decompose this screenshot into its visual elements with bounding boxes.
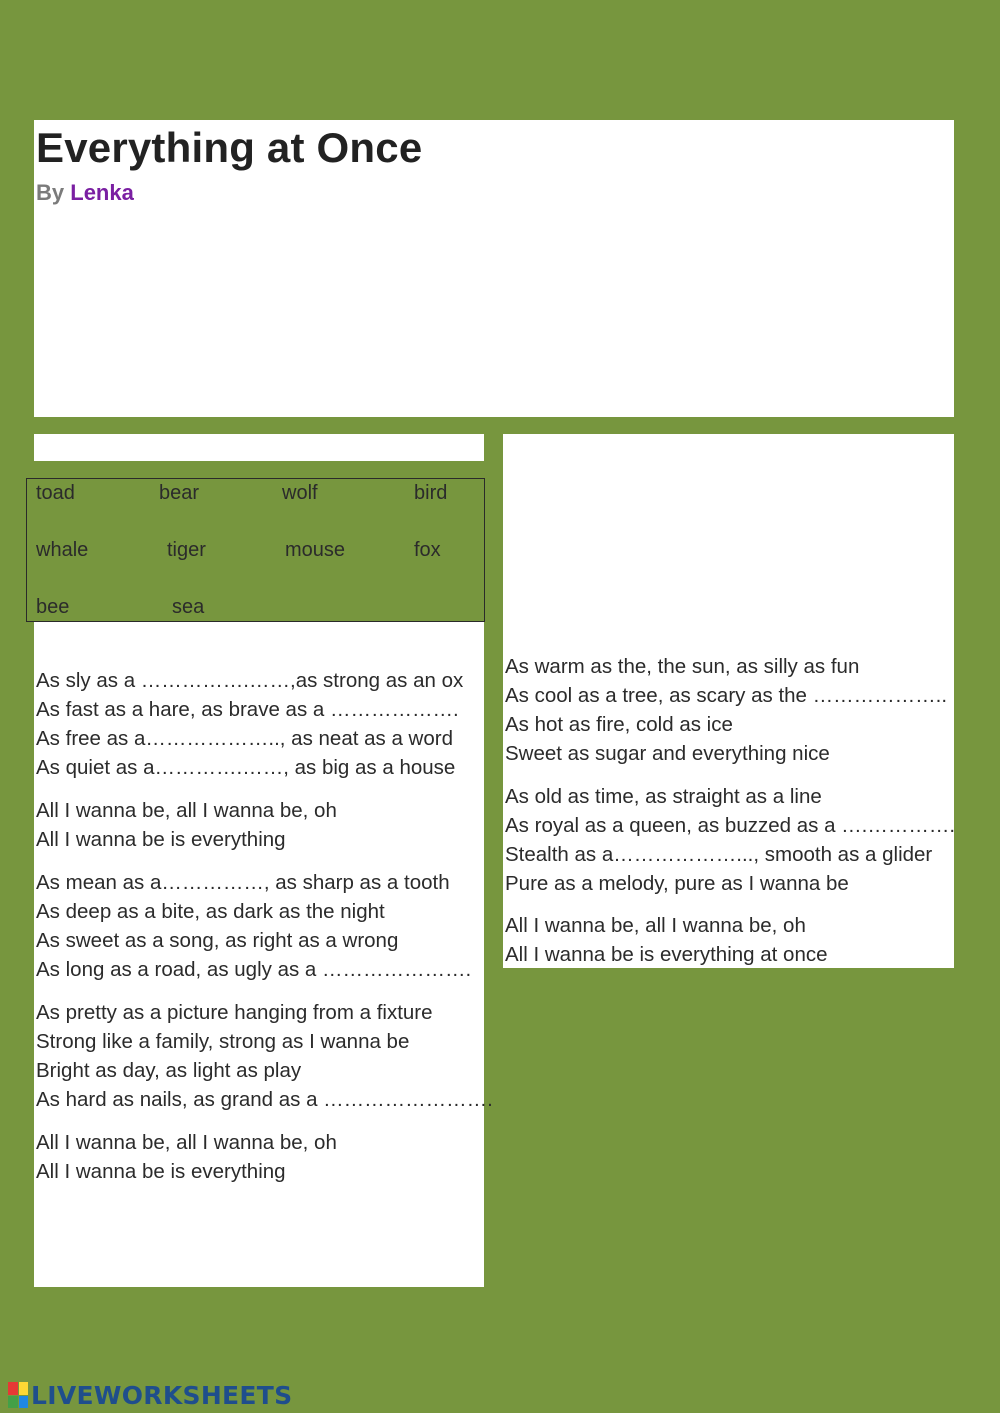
lyric-line: As free as a……………….., as neat as a word <box>36 727 453 750</box>
lyric-line: Sweet as sugar and everything nice <box>505 742 830 765</box>
chorus <box>36 1128 337 1186</box>
word-bank-item: bear <box>159 482 200 504</box>
lyric-line: All I wanna be, all I wanna be, oh <box>36 1131 337 1154</box>
word-bank-item: tiger <box>167 539 206 561</box>
liveworksheets-logo[interactable] <box>8 1380 292 1410</box>
lyric-line: Stealth as a………………..., smooth as a glider <box>505 843 933 866</box>
stanza <box>36 868 471 984</box>
word-bank-item: sea <box>172 596 205 618</box>
word-bank <box>26 478 485 622</box>
lyric-line: All I wanna be is everything at once <box>505 943 828 966</box>
word-bank-item: mouse <box>285 539 346 561</box>
word-bank-item: wolf <box>282 482 318 504</box>
lyric-line: As royal as a queen, as buzzed as a ….…………. <box>505 814 956 837</box>
word-bank-item: bird <box>414 482 448 504</box>
lyric-line: All I wanna be, all I wanna be, oh <box>505 914 806 937</box>
lyric-line: As fast as a hare, as brave as a ………………. <box>36 698 459 721</box>
stanza <box>505 782 955 898</box>
lyric-line: As mean as a……………, as sharp as a tooth <box>36 871 450 894</box>
title-panel <box>34 120 954 417</box>
artist-name: Lenka <box>70 180 134 205</box>
lyric-line: All I wanna be is everything <box>36 828 286 851</box>
word-bank-item: fox <box>414 539 441 561</box>
lyric-line: As hot as fire, cold as ice <box>505 713 733 736</box>
lyric-line: Bright as day, as light as play <box>36 1059 302 1082</box>
lyric-line: As deep as a bite, as dark as the night <box>36 900 385 923</box>
lyrics-column-left <box>34 622 493 1287</box>
lyric-line: Strong like a family, strong as I wanna be <box>36 1030 410 1053</box>
chorus <box>505 911 828 969</box>
lyric-line: As cool as a tree, as scary as the ……………….. <box>505 684 948 707</box>
lyrics-column-right <box>503 434 954 968</box>
lyric-line: Pure as a melody, pure as I wanna be <box>505 872 849 895</box>
byline-prefix: By <box>36 180 65 205</box>
blank-strip <box>34 434 484 461</box>
logo-mark-icon <box>8 1382 28 1408</box>
word-bank-item: toad <box>36 482 75 504</box>
word-bank-item: bee <box>36 596 70 618</box>
lyric-line: As old as time, as straight as a line <box>505 785 822 808</box>
logo-text: LIVEWORKSHEETS <box>31 1380 293 1410</box>
lyric-line: As pretty as a picture hanging from a fixture <box>36 1001 433 1024</box>
stanza <box>36 666 463 782</box>
lyric-line: All I wanna be is everything <box>36 1160 286 1183</box>
byline <box>36 180 134 206</box>
lyric-line: All I wanna be, all I wanna be, oh <box>36 799 337 822</box>
lyric-line: As hard as nails, as grand as a ……………………. <box>36 1088 493 1111</box>
word-bank-item: whale <box>36 539 89 561</box>
chorus <box>36 796 337 854</box>
lyric-line: As warm as the, the sun, as silly as fun <box>505 655 860 678</box>
lyric-line: As sly as a …………….……,as strong as an ox <box>36 669 464 692</box>
stanza <box>36 998 493 1114</box>
lyric-line: As long as a road, as ugly as a …………………. <box>36 958 472 981</box>
lyric-line: As quiet as a………….……, as big as a house <box>36 756 456 779</box>
stanza <box>505 652 947 768</box>
worksheet-title: Everything at Once <box>36 124 423 171</box>
lyric-line: As sweet as a song, as right as a wrong <box>36 929 399 952</box>
